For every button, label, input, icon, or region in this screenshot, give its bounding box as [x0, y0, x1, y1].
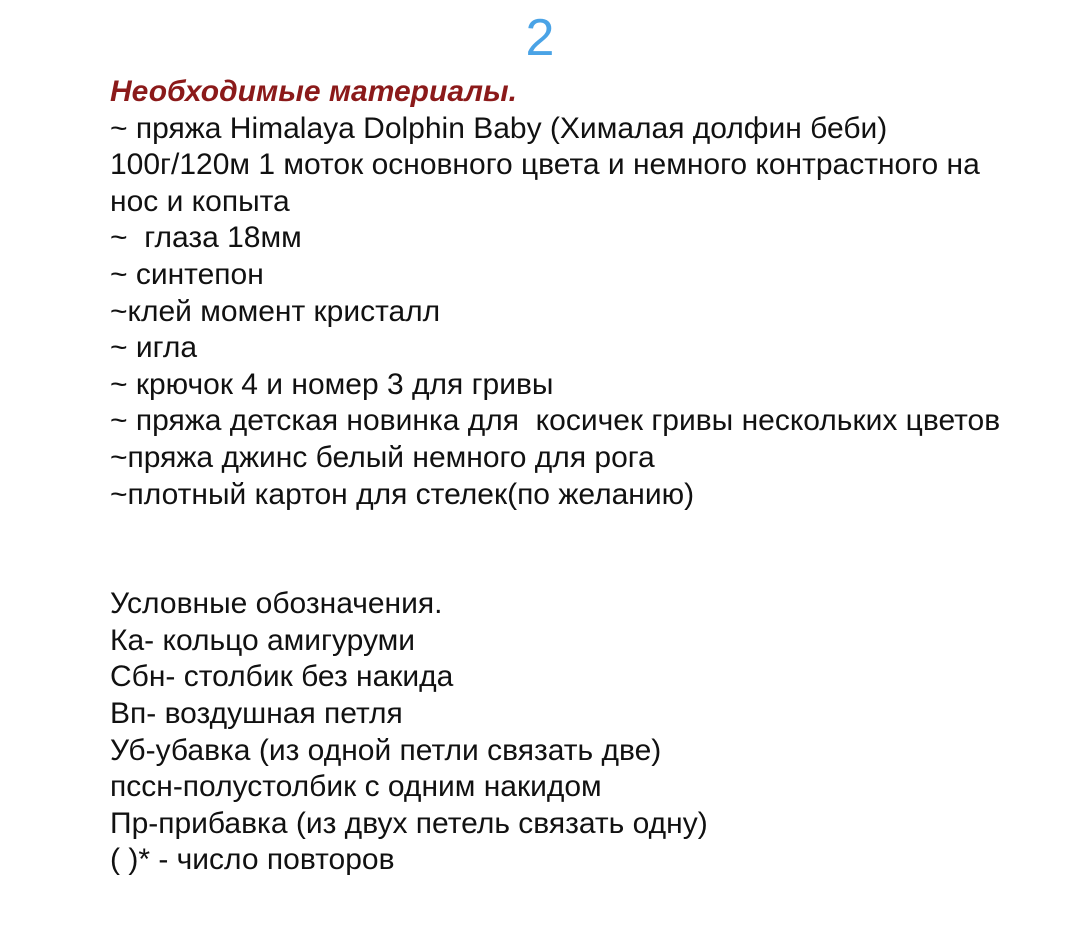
legend-item-repeats: ( )* - число повторов	[110, 843, 395, 877]
materials-list	[110, 111, 1010, 514]
materials-item-stuffing: ~ синтепон	[110, 257, 264, 291]
legend-item-increase: Пр-прибавка (из двух петель связать одну)	[110, 806, 708, 840]
materials-item-needle: ~ игла	[110, 331, 198, 365]
legend-title: Условные обозначения.	[110, 587, 443, 621]
legend-item-magic-ring: Ка- кольцо амигуруми	[110, 623, 416, 657]
legend-item-decrease: Уб-убавка (из одной петли связать две)	[110, 733, 662, 767]
section-spacer	[110, 513, 1010, 586]
legend-item-half-double: пссн-полустолбик с одним накидом	[110, 770, 602, 804]
legend-list	[110, 623, 1010, 879]
materials-title: Необходимые материалы.	[110, 75, 517, 108]
materials-item-mane-yarn: ~ пряжа детская новинка для косичек гривы нескольких цветов	[110, 404, 1001, 438]
materials-item-cardboard: ~плотный картон для стелек(по желанию)	[110, 477, 695, 511]
document-body	[110, 74, 1010, 879]
materials-item-eyes: ~ глаза 18мм	[110, 221, 302, 255]
legend-item-chain: Вп- воздушная петля	[110, 696, 403, 730]
materials-item-horn-yarn: ~пряжа джинс белый немного для рога	[110, 440, 655, 474]
materials-item-yarn: ~ пряжа Himalaya Dolphin Baby (Хималая долфин беби) 100г/120м 1 моток основного цвета и немного контрастного на нос и копыта	[110, 111, 989, 218]
materials-item-hook: ~ крючок 4 и номер 3 для гривы	[110, 367, 554, 401]
page-number: 2	[525, 9, 555, 67]
materials-item-glue: ~клей момент кристалл	[110, 294, 441, 328]
legend-item-single-crochet: Сбн- столбик без накида	[110, 660, 454, 694]
